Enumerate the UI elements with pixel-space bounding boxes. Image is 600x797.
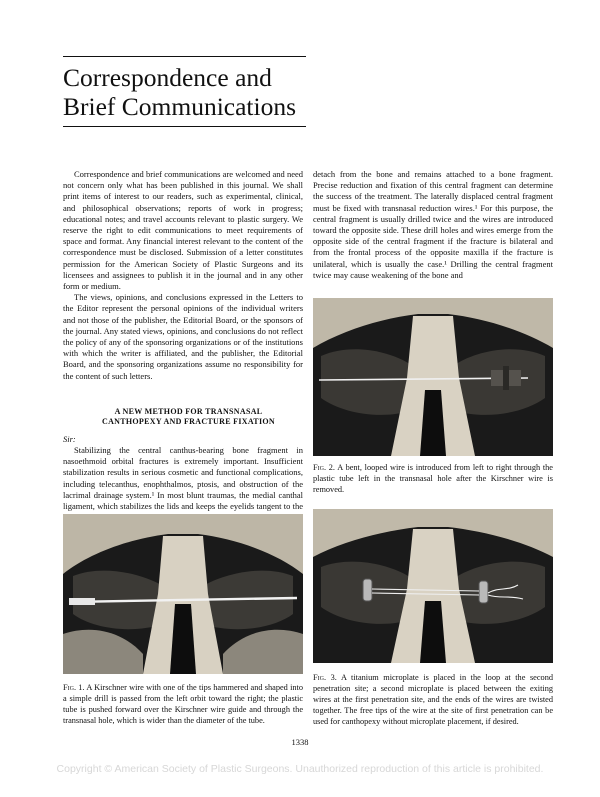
figure-2-label: Fig. 2. (313, 463, 335, 472)
figure-1-image (63, 514, 303, 674)
figure-2-image (313, 298, 553, 456)
figure-3-photo (313, 509, 553, 663)
figure-2-text: A bent, looped wire is introduced from left to right through the plastic tube left in the transnasal hole after the Kirschner wire is removed. (313, 463, 553, 494)
header-bottom-rule (63, 126, 306, 127)
figure-3-image (313, 509, 553, 663)
left-column (63, 169, 303, 523)
section-title-line-1: A NEW METHOD FOR TRANSNASAL (114, 406, 263, 416)
salutation: Sir: (63, 433, 76, 444)
body-paragraph-1: Stabilizing the central canthus-bearing bone fragment in nasoethmoid orbital fractures is extremely important. Insufficient stabilization results in serious cosmetic and functional complications, including telecanthus, enophthalmos, ptosis, and obstruction of the lacrimal drainage system.¹ In most blunt traumas, the medial canthal ligament, which stabilizes the lids and keeps the eyelids tangent to the (63, 445, 303, 512)
right-column (313, 169, 553, 281)
figure-2-caption (313, 462, 553, 495)
section-title-line-2: CANTHOPEXY AND FRACTURE FIXATION (102, 417, 275, 427)
intro-paragraph-1: Correspondence and brief communications are welcomed and need not concern only what has been published in this journal. We shall print items of interest to our readers, such as experimental, clinical, and philosophical observations; reports of work in progress; educational notes; and travel accounts relevant to plastic surgery. We reserve the right to edit communications to meet requirements of space and format. Any financial interest relevant to the content of the correspondence must be disclosed. Submission of a letter constitutes permission for the American Society of Plastic Surgeons and its licensees and assignees to publish it in the journal and in any other form or medium. (63, 169, 303, 292)
title-line-2: Brief Communications (63, 91, 297, 121)
figure-3-caption (313, 672, 553, 727)
title-line-1: Correspondence and (63, 63, 272, 92)
header-top-rule (63, 56, 306, 57)
figure-3-text: A titanium microplate is placed in the loop at the second penetration site; a second microplate is placed between the exiting wires at the first penetration site, and the ends of the wires are twisted together. The free tips of the wire at the site of first penetration can be used for canthopexy without microplate placement, if desired. (313, 673, 553, 726)
copyright-watermark: Copyright © American Society of Plastic Surgeons. Unauthorized reproduction of this article is prohibited. (56, 763, 544, 775)
figure-1-caption (63, 682, 303, 726)
intro-paragraph-2: The views, opinions, and conclusions expressed in the Letters to the Editor represent the personal opinions of the individual writers and not those of the publisher, the Editorial Board, or the sponsors of the journal. Any stated views, opinions, and conclusions do not reflect the policy of any of the sponsoring organizations or of the institutions with which the writer is affiliated, and the publisher, the Editorial Board, and the sponsoring organizations assume no responsibility for the content of such letters. (63, 292, 303, 381)
body-continuation: detach from the bone and remains attached to a bone fragment. Precise reduction and fixation of this central fragment can determine the success of the treatment. The laterally displaced central fragment must be fixed with transnasal reduction wires.¹ For this purpose, the central fragment is usually drilled twice and the wires are introduced toward the opposite side. These drill holes and wires emerge from the opposite side of the central fragment if the fracture is bilateral and from the frontal process of the opposite maxilla if the fracture is unilateral, which is usually the case.¹ Drilling the central fragment twice may cause weakening of the bone and (313, 169, 553, 280)
figure-1-text: A Kirschner wire with one of the tips hammered and shaped into a simple drill is passed from the left orbit toward the right; the plastic tube is pushed forward over the Kirschner wire guide and through the transnasal hole, which is wider than the diameter of the tube. (63, 683, 303, 725)
page-title (63, 64, 363, 121)
figure-1-label: Fig. 1. (63, 683, 85, 692)
page-number: 1338 (291, 737, 309, 747)
figure-1-photo (63, 514, 303, 674)
figure-3-label: Fig. 3. (313, 673, 337, 682)
figure-2-photo (313, 298, 553, 456)
